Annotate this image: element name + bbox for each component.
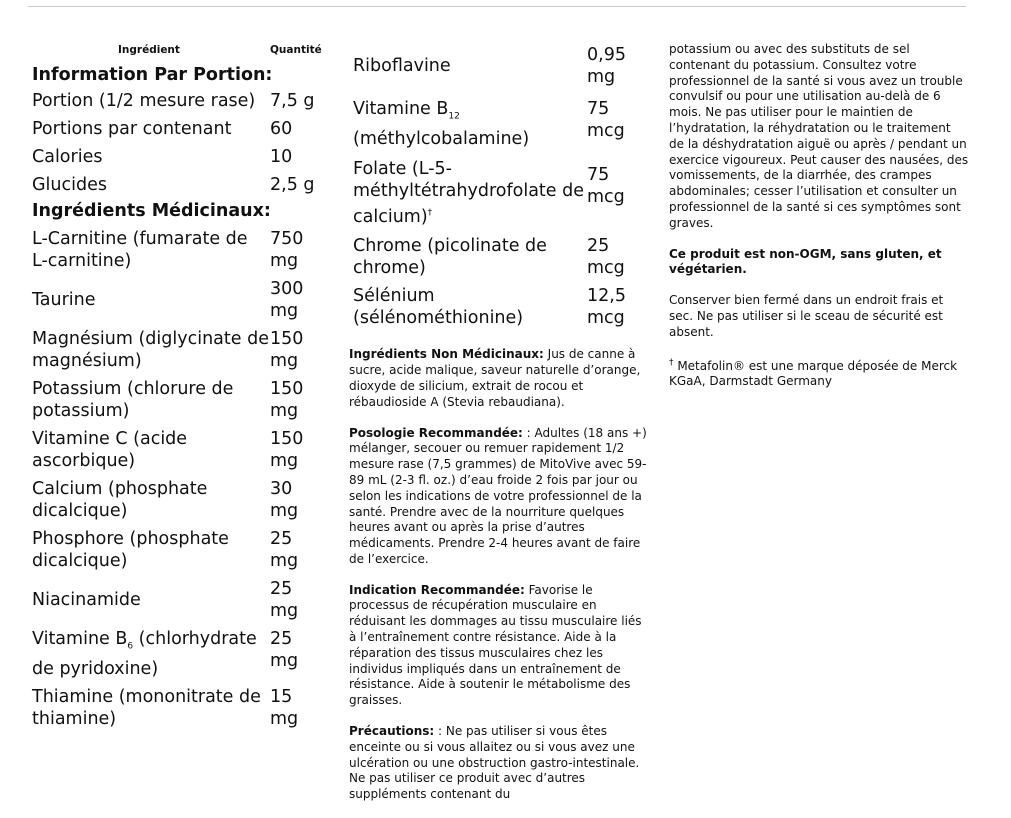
ingredient-name: Magnésium (diglycinate de magnésium) (32, 329, 269, 371)
ingredient-name: Potassium (chlorure de potassium) (32, 379, 234, 421)
ingredient-qty: 25 mg (270, 529, 299, 571)
table-row (32, 428, 327, 472)
table-row (32, 578, 327, 622)
quantity-column-header: Quantité (270, 44, 322, 56)
notes-column (669, 42, 969, 405)
medicinal-heading: Ingrédients Médicinaux: (32, 201, 271, 221)
ingredient-name: Chrome (picolinate de chrome) (353, 236, 547, 279)
ingredient-qty: 300 mg (270, 279, 304, 321)
table-row (349, 44, 649, 88)
ingredient-name: Portion (1/2 mesure rase) (32, 91, 256, 111)
ingredient-qty: 75 mcg (587, 164, 625, 207)
ingredient-qty: 15 mg (270, 686, 299, 729)
cautions-continued: potassium ou avec des substituts de sel contenant du potassium. Consultez votre professionnel de la santé si vous avez un trouble convulsif ou pour une utilisation au-delà de 6 mois. Ne pas utiliser pour le maintien de l’hydratation, la réhydratation ou le traitement de la déshydratation aiguë ou après / pendant un exercice vigoureux. Peut causer des nausées, des vomissements, de la diarrhée, des crampes abdominales; cesser l’utilisation et consulter un professionnel de la santé si ces symptômes sont graves. (669, 42, 969, 230)
table-row (32, 628, 327, 680)
ingredient-name: Calories (32, 147, 103, 167)
ingredient-name: Folate (L-5-méthyltétrahydrofolate de calcium)† (353, 158, 584, 227)
table-row (349, 235, 649, 279)
serving-info-heading: Information Par Portion: (32, 65, 273, 85)
table-row (32, 278, 327, 322)
ingredient-column-header: Ingrédient (118, 44, 180, 56)
table-row (32, 90, 327, 112)
table-row (349, 98, 649, 150)
trademark-footnote: † Metafolin® est une marque déposée de Merck KGaA, Darmstadt Germany (669, 357, 958, 389)
table-row (32, 146, 327, 168)
table-row (32, 686, 327, 730)
ingredient-qty: 0,95 mg (587, 45, 626, 87)
ingredient-qty: 150 mg (270, 429, 304, 471)
ingredient-qty: 10 (270, 147, 293, 167)
table-row (32, 174, 327, 196)
ingredients-column-1 (32, 44, 327, 730)
ingredient-qty: 750 mg (270, 229, 304, 271)
ingredient-name: Niacinamide (32, 590, 141, 610)
top-divider (28, 6, 966, 7)
non-gmo-statement: Ce produit est non-OGM, sans gluten, et végétarien. (669, 246, 942, 277)
ingredient-qty: 60 (270, 119, 293, 139)
table-row (32, 378, 327, 422)
table-header (32, 44, 327, 64)
non-medicinal-ingredients: Ingrédients Non Médicinaux: Jus de canne à sucre, acide malique, saveur naturelle d’orange, dioxyde de silicium, extrait de rocou et rébaudioside A (Stevia rebaudiana). (349, 347, 641, 409)
table-row (32, 328, 327, 372)
table-row (32, 478, 327, 522)
ingredient-name: Calcium (phosphate dicalcique) (32, 479, 208, 521)
cautions: Précautions: : Ne pas utiliser si vous êtes enceinte ou si vous allaitez ou si vous avez une ulcération ou une obstruction gastro-intestinale. Ne pas utiliser ce produit avec d’autres suppléments contenant du (349, 724, 640, 802)
recommended-use: Indication Recommandée: Favorise le processus de récupération musculaire en réduisant les dommages au tissu musculaire liés à l’entraînement contre résistance. Aide à la réparation des tissus musculaires chez les individus impliqués dans un entraînement de résistance. Aide à soutenir le métabolisme des graisses. (349, 582, 642, 708)
ingredient-qty: 30 mg (270, 479, 299, 521)
ingredient-qty: 150 mg (270, 379, 304, 421)
ingredient-qty: 2,5 g (270, 175, 315, 195)
ingredient-name: Phosphore (phosphate dicalcique) (32, 529, 229, 571)
table-row (349, 158, 649, 228)
ingredient-name: Vitamine $B_6$ (chlorhydrate de pyridoxine) (32, 629, 257, 679)
recommended-dosage: Posologie Recommandée: : Adultes (18 ans +) mélanger, secouer ou remuer rapidement 1/2 mesure rase (7,5 grammes) de MitoVive avec 59-89 mL (2-3 fl. oz.) d’eau froide 2 fois par jour ou selon les indications de votre professionnel de la santé. Prendre avec de la nourriture quelques heures avant ou après la prise d’autres médicaments. Prendre 2-4 heures avant de faire de l’exercice. (349, 425, 647, 566)
ingredient-qty: 75 mcg (587, 99, 625, 141)
ingredient-name: Vitamine $B_{12}$ (méthylcobalamine) (353, 99, 530, 149)
ingredient-name: Glucides (32, 175, 107, 195)
ingredient-name: Portions par contenant (32, 119, 232, 139)
storage-statement: Conserver bien fermé dans un endroit frais et sec. Ne pas utiliser si le sceau de sécurité est absent. (669, 293, 944, 339)
ingredient-qty: 7,5 g (270, 91, 315, 111)
table-row (349, 285, 649, 329)
ingredient-qty: 12,5 mcg (587, 286, 626, 329)
ingredient-qty: 25 mcg (587, 236, 625, 279)
ingredients-column-2 (349, 44, 649, 818)
ingredient-qty: 25 mg (270, 579, 299, 621)
ingredient-name: Taurine (32, 290, 96, 310)
table-row (32, 228, 327, 272)
ingredient-qty: 150 mg (270, 329, 304, 371)
ingredient-name: Vitamine C (acide ascorbique) (32, 429, 188, 471)
ingredient-name: Sélénium (sélénométhionine) (353, 286, 524, 329)
table-row (32, 118, 327, 140)
ingredient-name: Riboflavine (353, 56, 451, 76)
ingredient-name: L-Carnitine (fumarate de L-carnitine) (32, 229, 248, 271)
table-row (32, 528, 327, 572)
ingredient-qty: 25 mg (270, 629, 299, 671)
ingredient-name: Thiamine (mononitrate de thiamine) (32, 686, 261, 729)
